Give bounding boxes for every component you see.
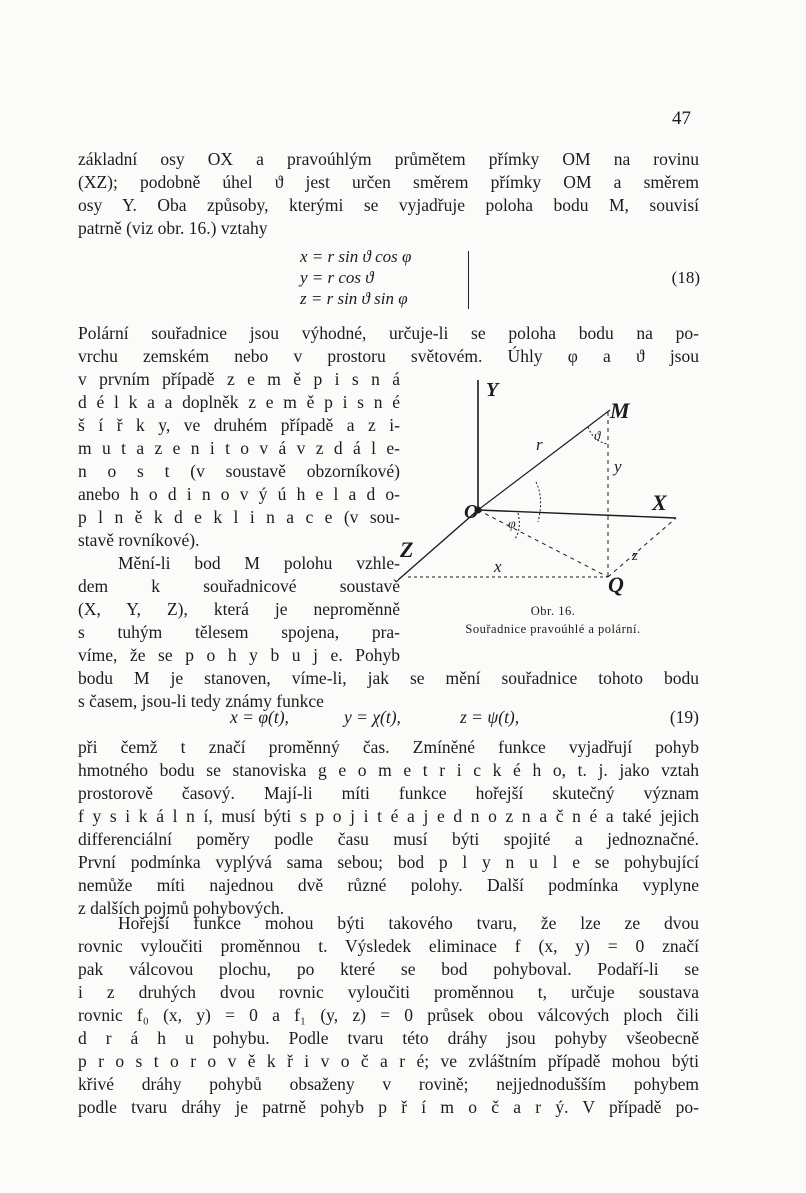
text-line: š í ř k y, ve druhém případě a z i-: [78, 415, 400, 435]
text-line: hmotného bodu se stanoviska g e o m e t r i c k é h o, t. j. jako vztah: [78, 760, 699, 780]
figure-caption-title: Obr. 16.: [530, 604, 576, 618]
text-line: pak válcovou plochu, po které se bod pohyboval. Podaří-li se: [78, 959, 699, 979]
text-line: d r á h u pohybu. Podle tvaru této dráhy jsou pohyby všeobecně: [78, 1028, 699, 1048]
equation-z: z = r sin ϑ sin φ: [300, 289, 408, 308]
text-line: p l n ě k d e k l i n a c e (v sou-: [78, 507, 400, 527]
text-line: Hořejší funkce mohou býti takového tvaru, že lze ze dvou: [118, 913, 699, 933]
text-line: m u t a z e n i t o v á v z d á l e-: [78, 438, 400, 458]
equation-19-x: x = φ(t),: [230, 707, 289, 727]
text-line: i z druhých dvou rovnic vyloučiti proměnnou t, určuje soustava: [78, 982, 699, 1002]
text-line: p r o s t o r o v ě k ř i v o č a r é; ve zvláštním případě mohou býti: [78, 1051, 699, 1071]
text-line: prostorově časový. Mají-li míti funkce hořejší skutečný význam: [78, 783, 699, 803]
text-line: bodu M je stanoven, víme-li, jak se mění souřadnice tohoto bodu: [78, 668, 699, 688]
label-x: x: [494, 557, 502, 576]
equation-y: y = r cos ϑ: [300, 268, 374, 287]
text-line: základní osy OX a pravoúhlým průmětem přímky OM na rovinu: [78, 149, 699, 169]
text-line: křivé dráhy pohybů obsaženy v rovině; nejjednodušším pohybem: [78, 1074, 699, 1094]
text-line: osy Y. Oba způsoby, kterými se vyjadřuje poloha bodu M, souvisí: [78, 195, 699, 215]
equation-x: x = r sin ϑ cos φ: [300, 247, 412, 266]
label-theta: ϑ: [594, 428, 601, 443]
text-line: vrchu zemském nebo v prostoru světovém. Úhly φ a ϑ jsou: [78, 346, 699, 366]
paragraph-2-full: [78, 322, 699, 368]
page-number: 47: [672, 108, 691, 129]
coordinate-diagram: [398, 372, 708, 642]
text-line: v prvním případě z e m ě p i s n á: [78, 369, 400, 389]
text-line: podle tvaru dráhy je patrně pohyb p ř í m o č a r ý. V případě po-: [78, 1097, 699, 1117]
text-line: dem k souřadnicové soustavě: [78, 576, 400, 596]
equation-18-block: [300, 247, 700, 315]
text-line: nemůže míti najednou dvě různé polohy. Další podmínka vyplyne: [78, 875, 699, 895]
paragraph-3-narrow: [78, 552, 400, 575]
equation-19-y: y = χ(t),: [344, 707, 401, 727]
text-line: rovnic vyloučiti proměnnou t. Výsledek eliminace f (x, y) = 0 značí: [78, 936, 699, 956]
figure-16: [398, 372, 708, 642]
label-y: y: [614, 457, 622, 476]
text-line: n o s t (v soustavě obzorníkové): [78, 461, 400, 481]
figure-caption-text: Souřadnice pravoúhlé a polární.: [465, 622, 641, 636]
label-origin: O: [464, 501, 479, 523]
equation-19-line: [78, 707, 699, 731]
paragraph-4: [78, 736, 699, 920]
label-z: z: [632, 548, 638, 564]
paragraph-5: [78, 935, 699, 1119]
paragraph-5-first: [78, 912, 699, 935]
text-line: První podmínka vyplývá sama sebou; bod p l y n u l e se pohybující: [78, 852, 699, 872]
paragraph-3-narrow-cont: [78, 575, 400, 667]
text-line: s časem, jsou-li tedy známy funkce: [78, 691, 324, 711]
paragraph-1: [78, 148, 699, 240]
text-line: s tuhým tělesem spojena, pra-: [78, 622, 400, 642]
label-point-m: M: [610, 398, 630, 423]
label-r: r: [536, 435, 543, 454]
text-line: differenciální poměry podle času musí býti spojité a jednoznačné.: [78, 829, 699, 849]
text-line: anebo h o d i n o v ý ú h e l a d o-: [78, 484, 400, 504]
label-point-q: Q: [608, 572, 624, 597]
text-line: z dalších pojmů pohybových.: [78, 898, 285, 918]
label-y-axis: Y: [486, 379, 499, 401]
text-line: d é l k a a doplněk z e m ě p i s n é: [78, 392, 400, 412]
equation-brace: [460, 251, 469, 309]
text-line: víme, že se p o h y b u j e. Pohyb: [78, 645, 400, 665]
text-line: f y s i k á l n í, musí býti s p o j i t é a j e d n o z n a č n é a také jejich: [78, 806, 699, 826]
radius-line: [478, 410, 610, 510]
label-z-axis: Z: [400, 537, 414, 562]
equation-19-number: (19): [669, 707, 699, 727]
text-line: stavě rovníkové).: [78, 530, 200, 550]
text-line: Polární souřadnice jsou výhodné, určuje-li se poloha bodu na po-: [78, 323, 699, 343]
paragraph-2-narrow: [78, 368, 400, 552]
equation-number: (18): [671, 268, 700, 287]
label-x-axis: X: [652, 490, 667, 515]
text-line: rovnic f₀ (x, y) = 0 a f₁ (y, z) = 0 průsek obou válcových ploch čili: [78, 1005, 699, 1025]
angle-arc: [536, 482, 541, 522]
text-line: při čemž t značí proměnný čas. Zmíněné funkce vyjadřují pohyb: [78, 737, 699, 757]
text-line: (XZ); podobně úhel ϑ jest určen směrem přímky OM a směrem: [78, 172, 699, 192]
text-line: (X, Y, Z), která je neproměnně: [78, 599, 400, 619]
equation-19-z: z = ψ(t),: [460, 707, 520, 727]
text-line: patrně (viz obr. 16.) vztahy: [78, 218, 268, 238]
z-coordinate-line: [608, 518, 676, 577]
label-phi: φ: [508, 517, 516, 532]
text-line: Mění-li bod M polohu vzhle-: [118, 553, 400, 573]
